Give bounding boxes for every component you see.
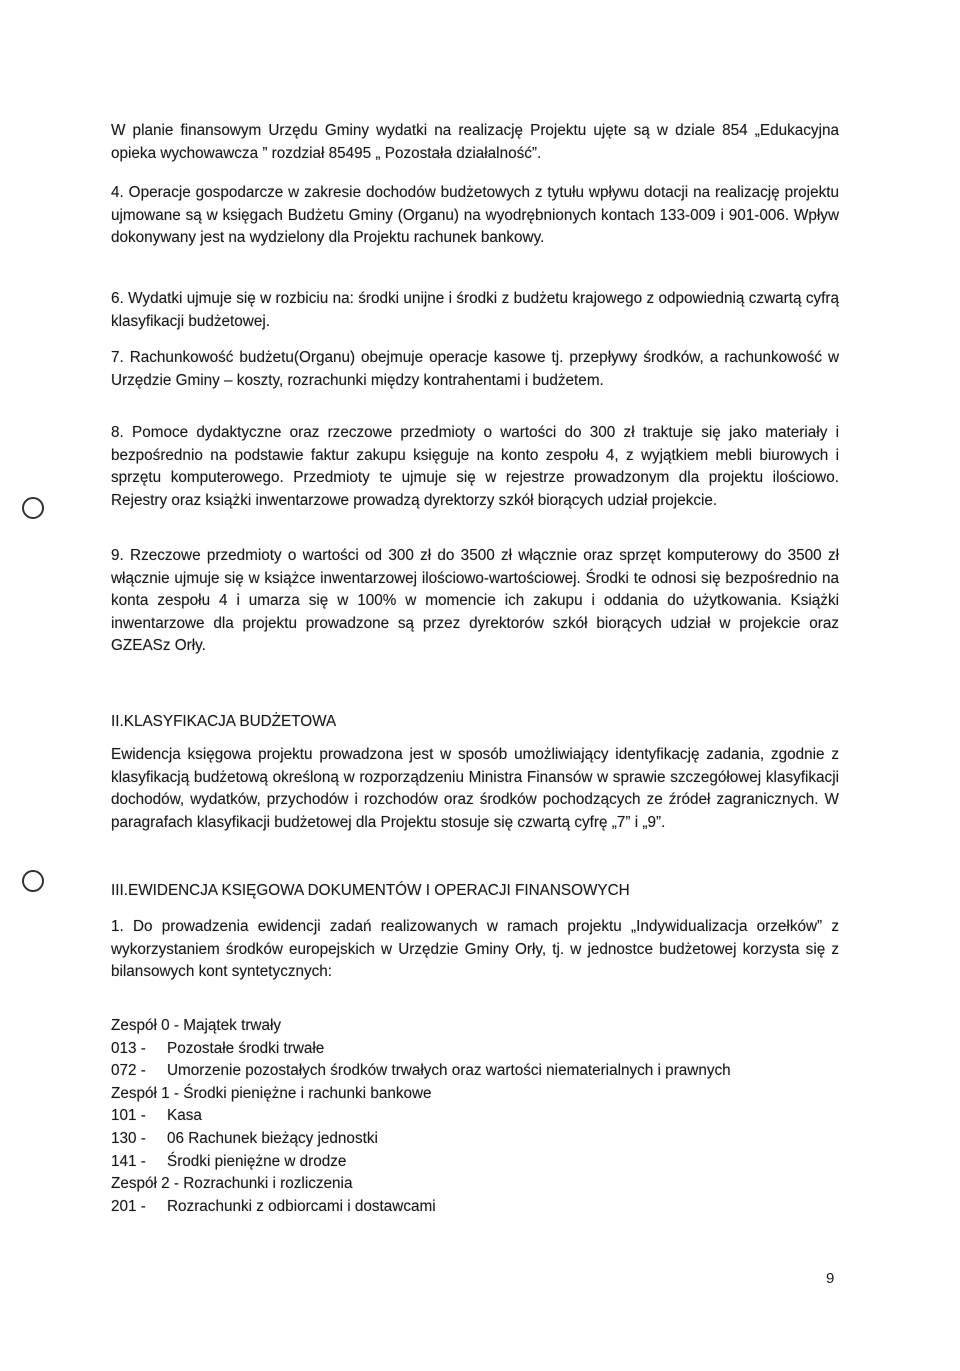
page-number: 9 — [826, 1270, 835, 1287]
account-row — [111, 1105, 839, 1128]
account-row — [111, 1015, 839, 1038]
account-code: 130 - — [111, 1129, 146, 1147]
account-label: Pozostałe środki trwałe — [167, 1039, 325, 1057]
paragraph-7: 7. Rachunkowość budżetu(Organu) obejmuje operacje kasowe tj. przepływy środków, a rachunkowość w Urzędzie Gminy – koszty, rozrachunki między kontrahentami i budżetem. — [111, 349, 839, 389]
account-row — [111, 1128, 839, 1151]
account-label: Rozrachunki z odbiorcami i dostawcami — [167, 1197, 436, 1215]
account-code: 141 - — [111, 1152, 146, 1170]
account-row — [111, 1173, 839, 1196]
binder-hole-icon — [22, 497, 44, 519]
account-label: 06 Rachunek bieżący jednostki — [167, 1129, 378, 1147]
account-row — [111, 1083, 839, 1106]
account-label: Środki pieniężne w drodze — [167, 1152, 347, 1170]
paragraph-6: 6. Wydatki ujmuje się w rozbiciu na: środki unijne i środki z budżetu krajowego z odpowiednią czwartą cyfrą klasyfikacji budżetowej. — [111, 290, 839, 330]
account-row — [111, 1151, 839, 1174]
account-code: 072 - — [111, 1062, 146, 1080]
account-code: 201 - — [111, 1197, 146, 1215]
paragraph-9: 9. Rzeczowe przedmioty o wartości od 300 zł do 3500 zł włącznie oraz sprzęt komputerowy do 3500 zł włącznie ujmuje się w książce inwentarzowej ilościowo-wartościowej. Środki te odnosi się bezpośrednio na konta zespołu 4 i umarza się w 100% w momencie ich zakupu i oddania do użytkowania. Książki inwentarzowe dla projektu prowadzone są przez dyrektorów szkół biorących udział w projekcie oraz GZEASz Orły. — [111, 547, 839, 655]
account-label: Zespół 1 - Środki pieniężne i rachunki bankowe — [111, 1084, 432, 1102]
section-iii-heading: III.EWIDENCJA KSIĘGOWA DOKUMENTÓW I OPERACJI FINANSOWYCH — [111, 882, 630, 899]
account-row — [111, 1196, 839, 1219]
binder-hole-icon — [22, 870, 44, 892]
account-label: Zespół 2 - Rozrachunki i rozliczenia — [111, 1175, 353, 1193]
paragraph-intro: W planie finansowym Urzędu Gminy wydatki na realizację Projektu ujęte są w dziale 854 „Edukacyjna opieka wychowawcza ” rozdział 85495 „ Pozostała działalność”. — [111, 122, 839, 162]
account-label: Umorzenie pozostałych środków trwałych oraz wartości niematerialnych i prawnych — [167, 1062, 731, 1080]
account-list — [111, 1015, 839, 1218]
account-label: Zespół 0 - Majątek trwały — [111, 1017, 282, 1034]
account-code: 101 - — [111, 1107, 146, 1125]
section-iii-text: 1. Do prowadzenia ewidencji zadań realizowanych w ramach projektu „Indywidualizacja orzełków” z wykorzystaniem środków europejskich w Urzędzie Gminy Orły, tj. w jednostce budżetowej korzysta się z bilansowych kont syntetycznych: — [111, 918, 839, 981]
account-row — [111, 1060, 839, 1083]
paragraph-4: 4. Operacje gospodarcze w zakresie dochodów budżetowych z tytułu wpływu dotacji na realizację projektu ujmowane są w księgach Budżetu Gminy (Organu) na wyodrębnionych kontach 133-009 i 901-006. Wpływ dokonywany jest na wydzielony dla Projektu rachunek bankowy. — [111, 184, 839, 247]
section-ii-text: Ewidencja księgowa projektu prowadzona jest w sposób umożliwiający identyfikację zadania, zgodnie z klasyfikacją budżetową określoną w rozporządzeniu Ministra Finansów w sprawie szczegółowej klasyfikacji dochodów, wydatków, przychodów i rozchodów oraz środków pochodzących ze źródeł zagranicznych. W paragrafach klasyfikacji budżetowej dla Projektu stosuje się czwartą cyfrę „7” i „9”. — [111, 746, 839, 831]
paragraph-8: 8. Pomoce dydaktyczne oraz rzeczowe przedmioty o wartości do 300 zł traktuje się jako materiały i bezpośrednio na podstawie faktur zakupu księguje na konto zespołu 4, z wyjątkiem mebli biurowych i sprzętu komputerowego. Przedmioty te ujmuje się w rejestrze prowadzonym dla projektu ilościowo. Rejestry oraz książki inwentarzowe prowadzą dyrektorzy szkół biorących udział projekcie. — [111, 424, 839, 509]
account-code: 013 - — [111, 1039, 146, 1057]
account-row — [111, 1038, 839, 1061]
account-label: Kasa — [167, 1107, 202, 1125]
section-ii-heading: II.KLASYFIKACJA BUDŻETOWA — [111, 713, 337, 730]
